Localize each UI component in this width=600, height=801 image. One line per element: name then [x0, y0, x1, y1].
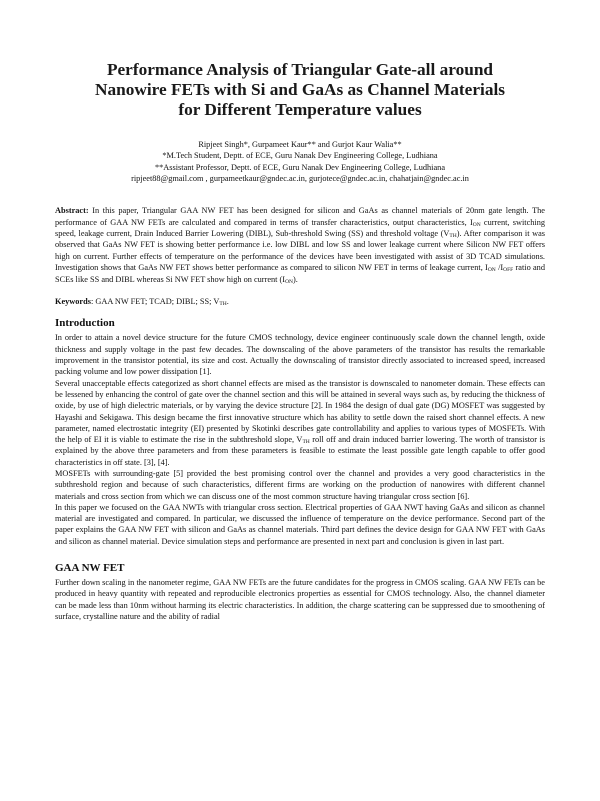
keywords-end: .: [226, 297, 229, 307]
gaa-body: [55, 577, 545, 622]
paper-page: [0, 60, 600, 801]
abstract-text: /I: [495, 263, 504, 273]
affiliation-2: **Assistant Professor, Deptt. of ECE, Guru Nanak Dev Engineering College, Ludhiana: [155, 162, 445, 172]
abstract-text: ).: [293, 274, 298, 284]
intro-paragraph-1: In order to attain a novel device structure for the future CMOS technology, device engineer continuously scale down the channel length, oxide thickness and supply voltage in the past few decades. The downscaling of the above parameters of the transistor has results the remarkable improvement in the transistor potential, its size and cost. Actually the downscaling of transistor directly associated to increased speed, increased packing volume and low power dissipation [1].: [55, 333, 545, 377]
abstract-sub: ON: [285, 278, 294, 285]
intro-paragraph-3: MOSFETs with surrounding-gate [5] provided the best promising control over the channel and provides a very good characteristics in the subthreshold region and because of such characteristics, different firms are working on the production of nanowires with different channel materials and cross section from which we can discuss one of the most common structure having triangular cross section [6].: [55, 469, 545, 501]
intro-p2-text: Several unacceptable effects categorized as short channel effects are mised as the transistor is downscaled to nanometer domain. These effects can be lessened by enhancing the control of gate over the channel section and this will be attained in several ways such as, by reducing the thickness of oxide, by use of high dielectric materials, or by varying the device structure [2]. In 1984 the design of dual gate (DG) MOSFET was suggested by Hayashi and Sekigawa. This design became the first innovative structure which has ability to settle down the raised short channel effects. A new parameter, named electrostatic integrity (EI) presented by Skotinki describes gate controllability and applies to various types of MOSFETs. With the help of EI it is viable to estimate the rise in the subthreshold slope, V: [55, 378, 545, 445]
title-line-3: for Different Temperature values: [178, 100, 422, 119]
author-block: [55, 139, 545, 184]
abstract-text: current, switching speed, leakage current, Drain Induced Barrier Lowering (DIBL), Sub-threshold Swing (SS) and threshold voltage (V: [55, 217, 546, 238]
abstract: [55, 205, 545, 285]
intro-paragraph-2: [55, 378, 545, 468]
abstract-sub: ON: [487, 267, 496, 274]
keywords-text: : GAA NW FET; TCAD; DIBL; SS; V: [90, 297, 220, 307]
abstract-sub: TH: [449, 233, 457, 239]
keywords-label: Keywords: [55, 297, 91, 307]
intro-p2-text: roll off and drain induced barrier lowering. The worth of transistor is explained by the above three parameters and from these parameters is feasible to estimate the least possible gate length capable to offer good characteristics in off state. [3], [4].: [55, 435, 545, 467]
section-heading-introduction: Introduction: [55, 317, 115, 330]
author-names: Ripjeet Singh*, Gurpameet Kaur** and Gurjot Kaur Walia**: [198, 140, 402, 149]
intro-paragraph-4: In this paper we focused on the GAA NWTs with triangular cross section. Electrical properties of GAA NWT having GaAs and silicon as channel material are investigated and compared. In particular, we discussed the influence of temperature on the device performance. Second part of the paper explains the GAA NW FET with silicon and GaAs as channel materials. Third part defines the device design for GAA NW FET with GaAs and silicon as channel material. Device simulation steps and performance are presented in next part and conclusion is given in last part.: [55, 502, 545, 546]
paper-title: [55, 60, 545, 120]
intro-p2-sub: TH: [302, 439, 310, 446]
section-heading-gaa-nw-fet: GAA NW FET: [55, 562, 125, 575]
abstract-sub: OFF: [503, 267, 514, 274]
gaa-paragraph-1: Further down scaling in the nanometer regime, GAA NW FETs are the future candidates for the progress in CMOS scaling. GAA NW FETs can be produced in heavy quantity with repeated and reproducible electronics properties as essential for CMOS technology. Also, the channel diameter can be made less than 10nm without harming its electric characteristics. In addition, the charge scattering can be suppressed due to smoothening of surface, crystalline nature and the ability of radial: [55, 578, 545, 621]
title-line-2: Nanowire FETs with Si and GaAs as Channel Materials: [94, 80, 505, 99]
abstract-text: In this paper, Triangular GAA NW FET has been designed for silicon and GaAs as channel materials of 20nm gate length. The performance of GAA NW FETs are calculated and compared in terms of transfer characteristics, output characteristics, I: [55, 206, 545, 227]
author-emails: ripjeet88@gmail.com , gurpameetkaur@gndec.ac.in, gurjotece@gndec.ac.in, chahatjain@gndec.ac.in: [131, 173, 469, 183]
affiliation-1: *M.Tech Student, Deptt. of ECE, Guru Nanak Dev Engineering College, Ludhiana: [162, 151, 438, 161]
abstract-text: ). After comparison it was observed that GaAs NW FET is showing better performance i.e. low DIBL and low SS and lower leakage current where Silicon NW FET offers high on current. Further effects of temperature on the performance of the devices have been investigated with assist of 3D TCAD simulations. Investigation shows that GaAs NW FET shows better performance as compared to silicon NW FET in terms of leakage current, I: [55, 229, 545, 273]
abstract-sub: ON: [472, 221, 481, 228]
keywords-sub: TH: [219, 301, 227, 308]
keywords: [55, 296, 545, 307]
abstract-text: ratio and SCEs like SS and DIBL whereas Si NW FET show high on current (I: [55, 263, 545, 284]
abstract-label: Abstract:: [55, 206, 89, 216]
introduction-body: [55, 332, 545, 547]
title-line-1: Performance Analysis of Triangular Gate-all around: [106, 60, 494, 79]
